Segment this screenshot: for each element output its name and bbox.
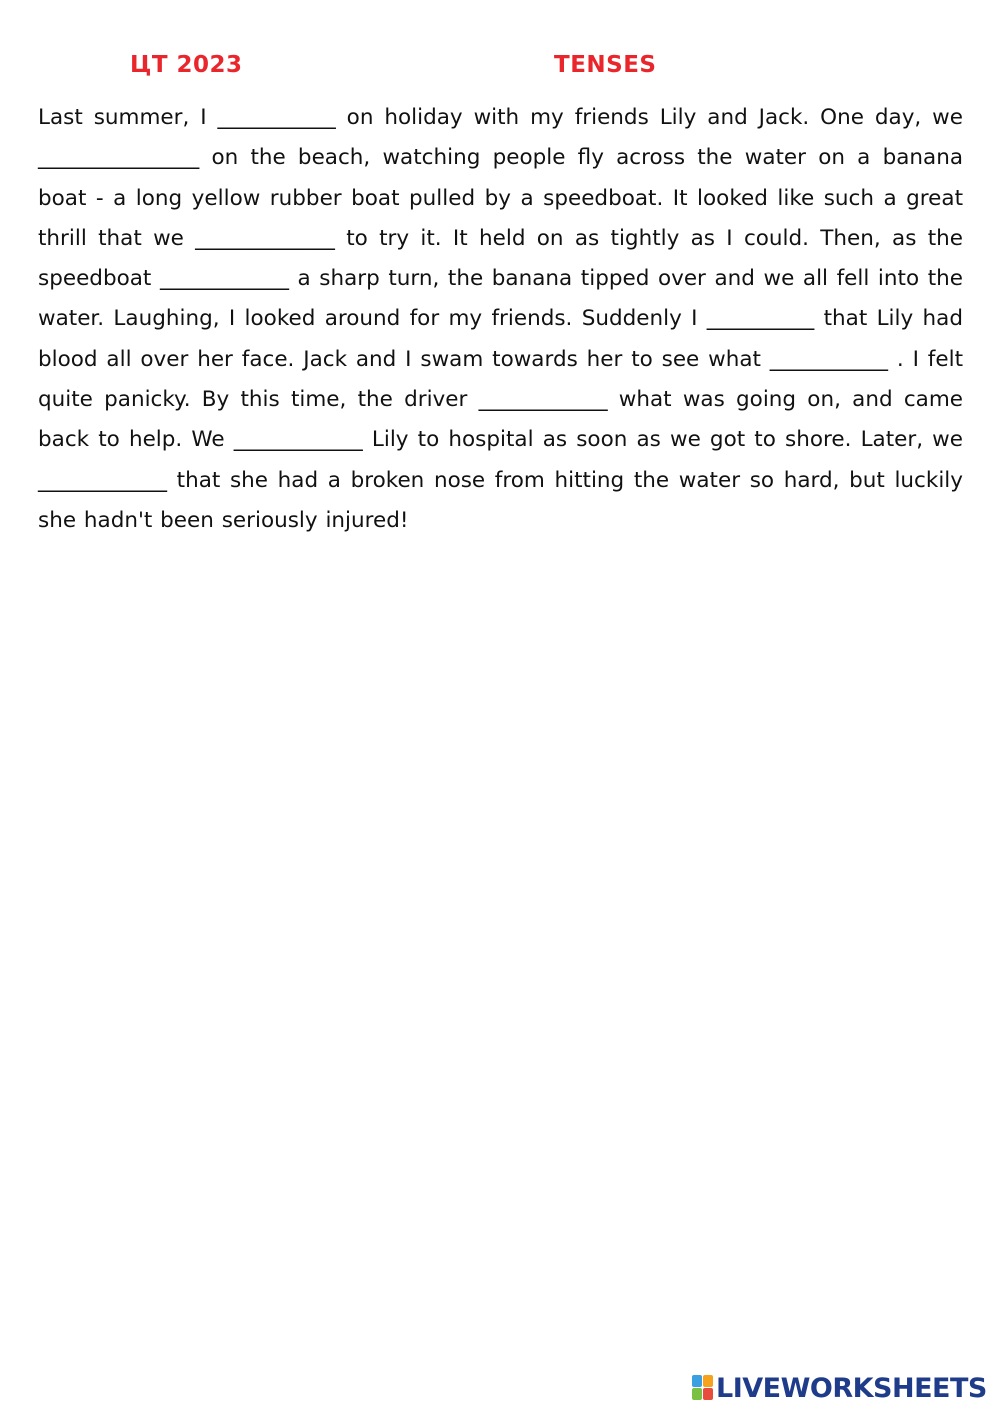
page-title: TENSES	[554, 52, 657, 78]
logo-text: LIVEWORKSHEETS	[716, 1372, 987, 1404]
liveworksheets-logo[interactable]	[692, 1370, 987, 1406]
exam-label: ЦТ 2023	[130, 52, 243, 78]
liveworksheets-logo-icon	[692, 1375, 714, 1401]
gap-fill-passage: Last summer, I ___________ on holiday with my friends Lily and Jack. One day, we _______________ on the beach, watching people fly across the water on a banana boat - a long yellow rubber boat pulled by a speedboat. It looked like such a great thrill that we _____________ to try it. It held on as tightly as I could. Then, as the speedboat ____________ a sharp turn, the banana tipped over and we all fell into the water. Laughing, I looked around for my friends. Suddenly I __________ that Lily had blood all over her face. Jack and I swam towards her to see what ___________ . I felt quite panicky. By this time, the driver ____________ what was going on, and came back to help. We ____________ Lily to hospital as soon as we got to shore. Later, we ____________ that she had a broken nose from hitting the water so hard, but luckily she hadn't been seriously injured!	[38, 105, 963, 533]
